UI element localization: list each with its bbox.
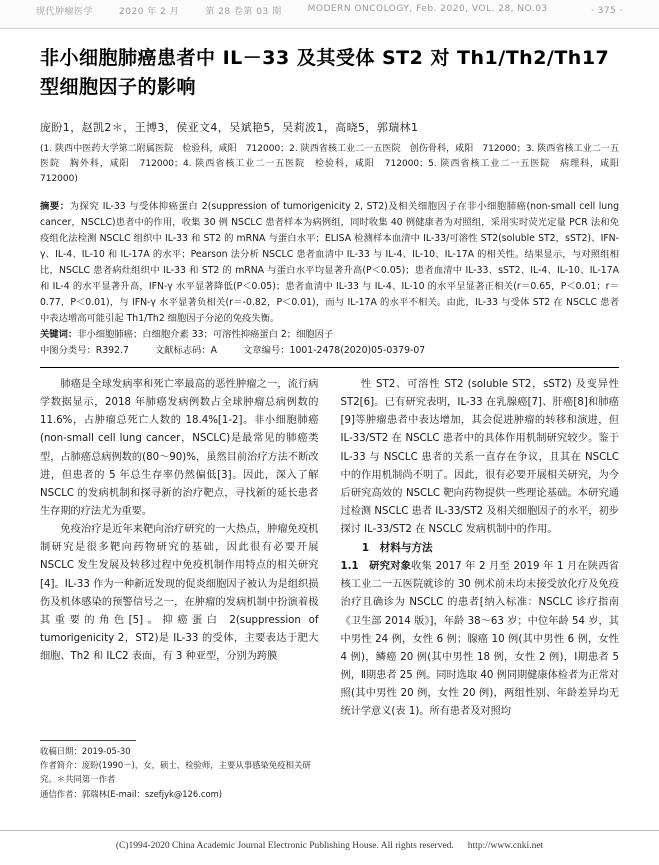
header-volume-issue: 第 28 卷第 03 期	[205, 7, 282, 17]
footnote-corresponding-author: 通信作者：郭瑞林(E-mail：szefjyk@126.com)	[40, 789, 223, 800]
body-column-left	[40, 376, 319, 722]
article-id	[243, 343, 425, 360]
subsection-heading-1-1: 1.1 研究对象	[340, 561, 412, 573]
doc-code	[155, 343, 217, 360]
header-journal-name: 现代肿瘤医学	[36, 7, 94, 17]
article-meta-row	[40, 343, 619, 360]
footer-band	[0, 830, 659, 865]
doc-code-label: 文献标志码：	[154, 345, 211, 357]
subsection-text-1-1: 收集 2017 年 2 月至 2019 年 1 月在陕西省核工业二一五医院就诊的 30 例术前未均未接受放化疗及免疫治疗且确诊为 NSCLC 的患者[纳入标准：NSCLC 诊疗指南《卫生部 2014 版》]，年龄 38～63 岁；中位年龄 54 岁，其中男性 24 例，女性 6 例；腺癌 10 例(其中男性 6 例，女性 4 例)，鳞癌 20 例(其中男性 18 例，女性 2 例)，Ⅰ期患者 5 例，Ⅱ期患者 25 例。同时选取 40 例同期健康体检者为正常对照(其中男性 20 例，女性 20 例)，两组性别、年龄差异均无统计学意义(表 1)。所有患者及对照均	[340, 561, 619, 718]
header-page-number: · 375 ·	[590, 5, 623, 16]
keywords-text: 非小细胞肺癌；白细胞介素 33；可溶性抑癌蛋白 2；细胞因子	[77, 328, 334, 340]
keywords-block	[40, 327, 619, 343]
article-content	[40, 36, 629, 805]
header-journal-name-en: MODERN ONCOLOGY, Feb. 2020, VOL. 28, NO.03	[307, 4, 548, 14]
clc-value: R392.7	[95, 345, 129, 357]
article-id-value: 1001-2478(2020)05-0379-07	[289, 345, 426, 357]
page-header-band	[0, 0, 659, 29]
header-issue-date: 2020 年 2 月	[119, 7, 180, 17]
footer-copyright: (C)1994-2020 China Academic Journal Electronic Publishing House. All rights reserved.	[115, 841, 454, 851]
two-column-body	[40, 376, 619, 722]
footer-url[interactable]: http://www.cnki.net	[467, 841, 544, 851]
footnote-divider	[40, 740, 136, 741]
paragraph: 肺癌是全球发病率和死亡率最高的恶性肿瘤之一，流行病学数据显示，2018 年肺癌发病例数占全球肿瘤总病例数的 11.6%，占肿瘤总死亡人数的 18.4%[1-2]。非小细胞肺癌(non-small cell lung cancer，NSCLC)是最常见的肺癌类型，占肺癌总病例数的(80～90)%，虽然目前治疗方法不断改进，但患者的 5 年总生存率仍然偏低[3]。因此，深入了解 NSCLC 的发病机制和探寻新的治疗靶点，寻找新的延长患者生存期的疗法尤为重要。	[40, 378, 319, 517]
keywords-label: 关键词：	[40, 328, 78, 340]
abstract-text: 为探究 IL-33 与受体抑癌蛋白 2(suppression of tumorigenicity 2, ST2)及相关细胞因子在非小细胞肺癌(non-small cell lung cancer，NSCLC)患者中的作用，收集 30 例 NSCLC 患者样本为病例组，同时收集 40 例健康者为对照组，采用实时荧光定量 PCR 法和免疫组化法检测 NSCLC 组织中 IL-33 和 ST2 的 mRNA 与蛋白水平；ELISA 检测样本血清中 IL-33/可溶性 ST2(soluble ST2，sST2)、IFN-γ、IL-4、IL-10 和 IL-17A 的水平；Pearson 法分析 NSCLC 患者血清中 IL-33 与 IL-4、IL-10、IL-17A 的相关性。结果显示，与对照组相比，NSCLC 患者病灶组织中 IL-33 和 ST2 的 mRNA 与蛋白水平均显著升高(P＜0.05)；患者血清中 IL-33、sST2、IL-4、IL-10、IL-17A 和 IL-4 的水平显著升高，IFN-γ 水平显著降低(P＜0.05)；患者血清中 IL-33 与 IL-4、IL-10 的水平呈显著正相关(r＝0.65，P＜0.01；r＝0.77，P＜0.01)，与 IFN-γ 水平显著负相关(r＝-0.82，P＜0.01)，而与 IL-17A 的水平不相关。由此，IL-33 与受体 ST2 在 NSCLC 患者中表达增高可能引起 Th1/Th2 细胞因子分泌的免疫失衡。	[40, 201, 619, 324]
footnotes-block	[40, 740, 320, 803]
section-heading-1: 1 材料与方法	[361, 542, 433, 555]
footer-text	[0, 841, 659, 851]
author-list: 庞盼1，赵凯2＊，王博3，侯亚文4，吴斌艳5，吴莉波1，高晓5，郭瑞林1	[40, 120, 419, 134]
page-title: 非小细胞肺癌患者中 IL－33 及其受体 ST2 对 Th1/Th2/Th17 型细胞因子的影响	[40, 47, 610, 99]
abstract-block	[40, 199, 619, 327]
paragraph: 性 ST2、可溶性 ST2 (soluble ST2，sST2) 及变异性 ST2[6]。已有研究表明，IL-33 在乳腺癌[7]、肝癌[8]和肺癌[9]等肿瘤患者中表达增加，其会促进肿瘤的转移和演进，但 IL-33/ST2 在 NSCLC 患者中的具体作用机制研究较少。鉴于 IL-33 与 NSCLC 患者的关系一直存在争议，且其在 NSCLC 中的作用机制尚不明了。因此，很有必要开展相关研究，为今后研究高效的 NSCLC 靶向药物提供一些理论基础。本研究通过检测 NSCLC 患者 IL-33/ST2 及相关细胞因子的水平，初步探讨 IL-33/ST2 在 NSCLC 发病机制中的作用。	[340, 378, 619, 536]
doc-code-value: A	[210, 345, 218, 357]
clc-number	[40, 343, 129, 360]
footnote-received-date: 收稿日期：2019-05-30	[40, 745, 131, 756]
author-affiliations: (1. 陕西中医药大学第二附属医院 检验科，咸阳 712000；2. 陕西省核工业二一五医院 创伤骨科，咸阳 712000；3. 陕西省核工业二一五医院 胸外科，咸阳 712000；4. 陕西省核工业二一五医院 检验科，咸阳 712000；5. 陕西省核工业二一五医院 病理科，咸阳 712000)	[40, 144, 629, 185]
paragraph: 免疫治疗是近年来靶向治疗研究的一大热点，肿瘤免疫机制研究是很多靶向药物研究的基础，因此很有必要开展 NSCLC 发生发展及转移过程中免疫机制作用特点的相关研究[4]。IL-33 作为一种新近发现的促炎细胞因子被认为是组织损伤及机体感染的预警信号之一，在肿瘤的发病机制中扮演着极其重要的角色[5]。抑癌蛋白 2(suppression of tumorigenicity 2，ST2)是 IL-33 的受体，主要表达于肥大细胞、Th2 和 ILC2 表面，有 3 种亚型，分别为跨膜	[40, 524, 319, 663]
header-divider	[40, 367, 619, 368]
page-header	[36, 4, 623, 17]
clc-label: 中图分类号：	[40, 345, 96, 357]
article-id-label: 文章编号：	[243, 345, 290, 357]
body-column-right	[341, 376, 620, 722]
abstract-label: 摘要：	[40, 201, 70, 212]
footnote-author-bio: 作者简介：庞盼(1990－)，女，硕士，检验师，主要从事感染免疫相关研究。＊共同第一作者	[40, 760, 311, 785]
subsection-1-1	[341, 558, 620, 721]
header-left-group	[36, 4, 548, 17]
